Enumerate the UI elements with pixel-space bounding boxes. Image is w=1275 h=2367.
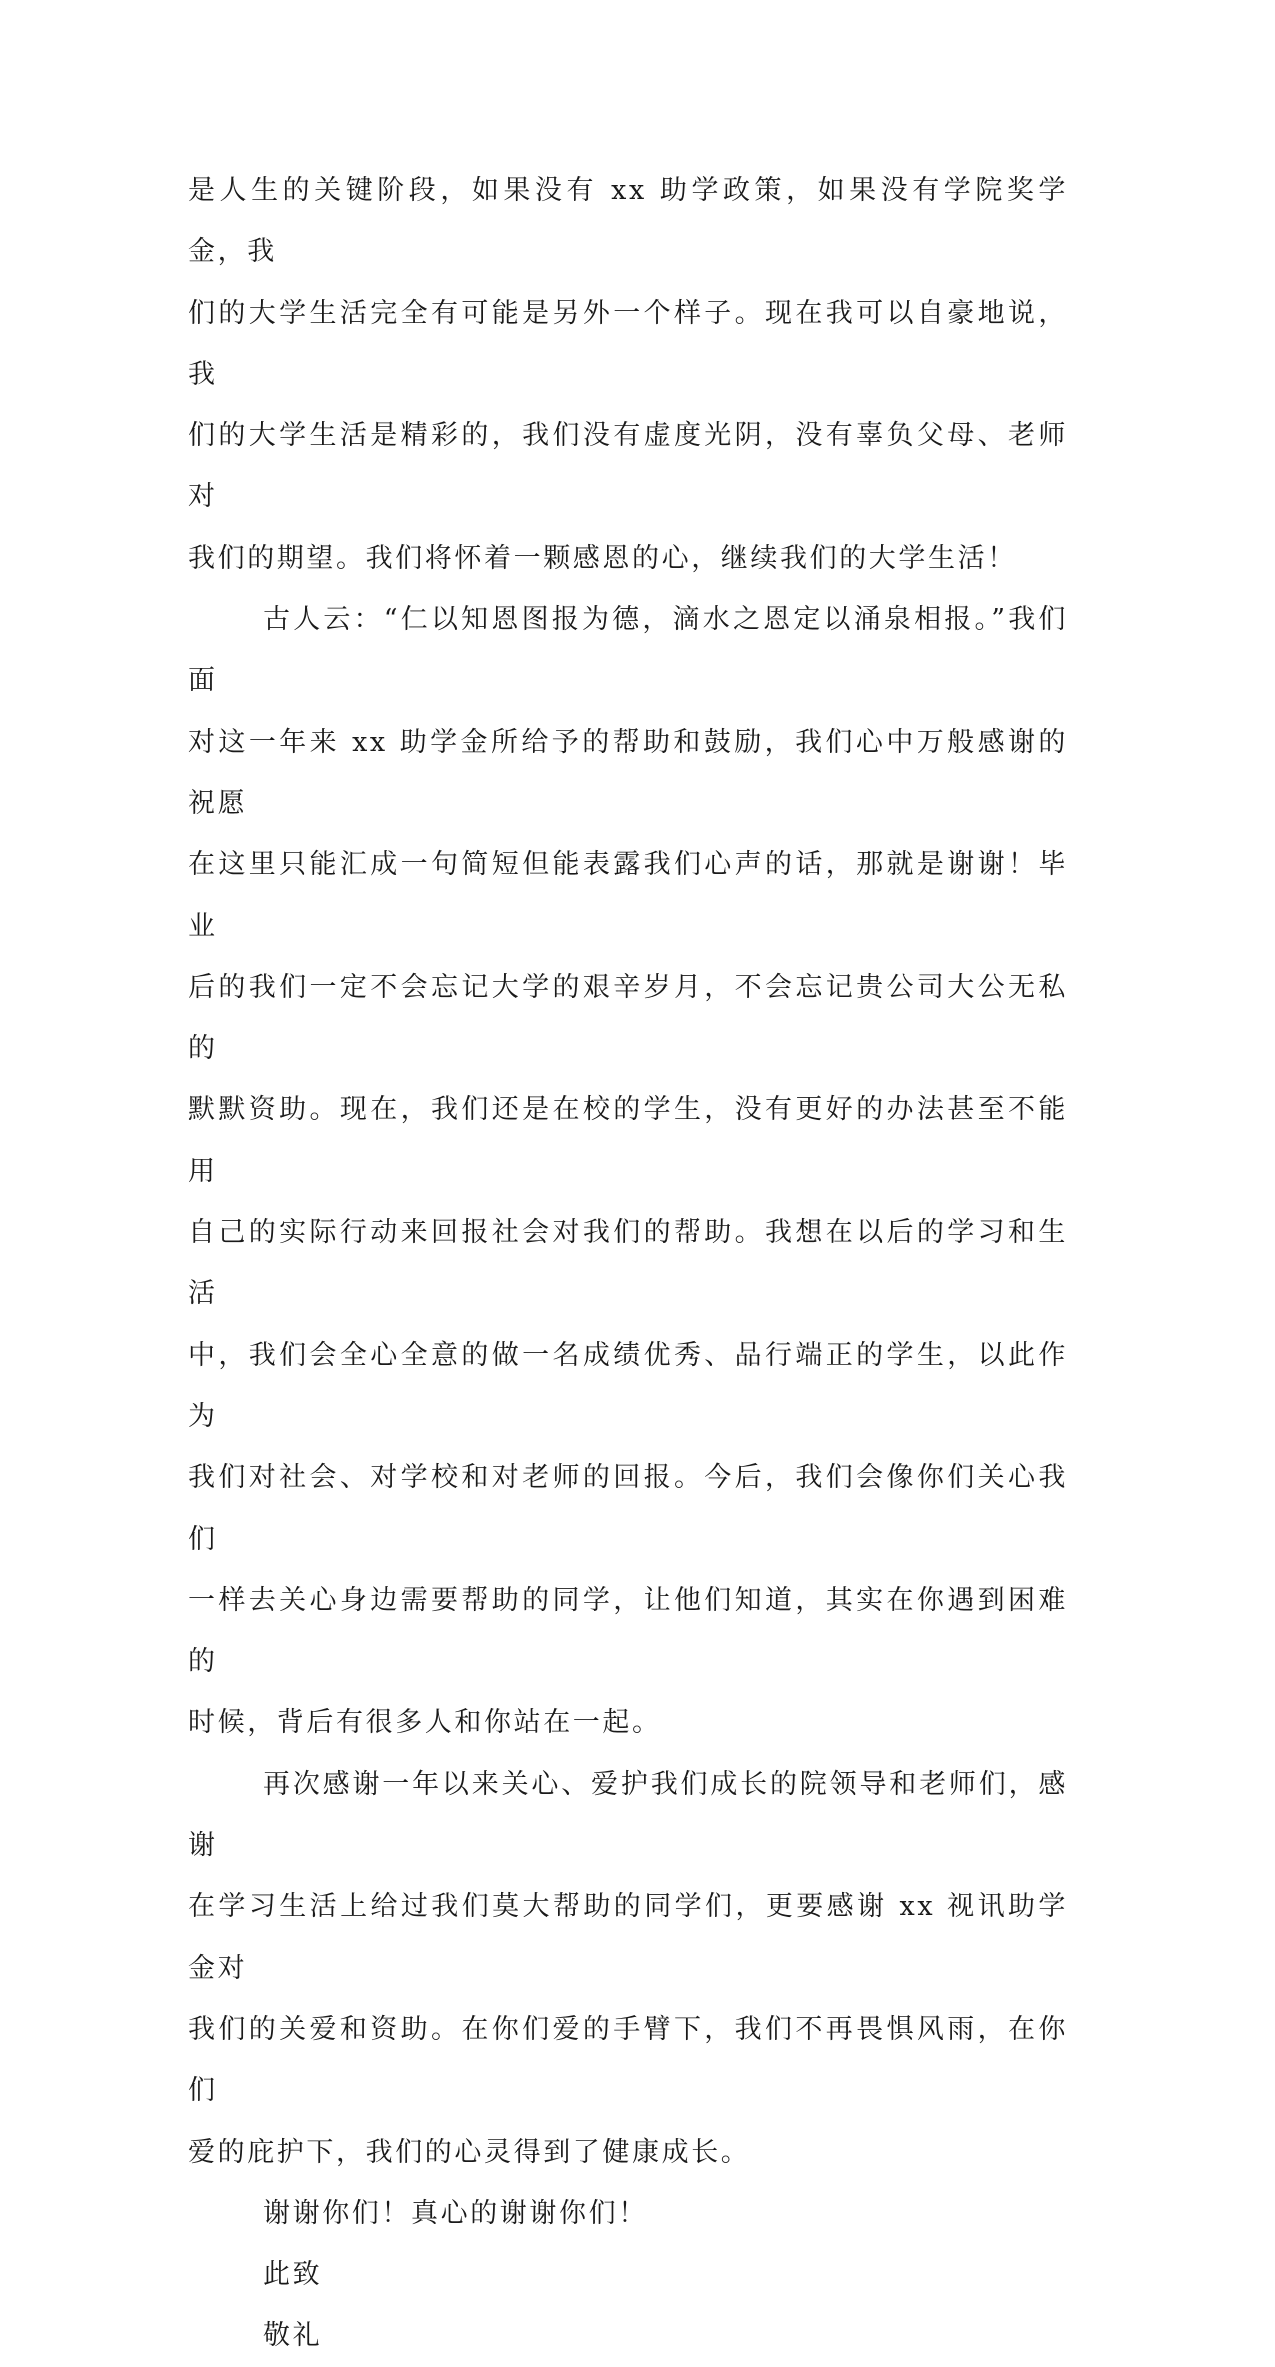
paragraph-line: 在这里只能汇成一句简短但能表露我们心声的话，那就是谢谢！毕业 xyxy=(188,849,1068,942)
paragraph-1 xyxy=(188,160,1068,589)
paragraph-line: 是人生的关键阶段，如果没有 xx 助学政策，如果没有学院奖学金，我 xyxy=(188,175,1068,268)
paragraph-line: 我们的期望。我们将怀着一颗感恩的心，继续我们的大学生活！ xyxy=(188,542,1017,574)
paragraph-line: 们的大学生活完全有可能是另外一个样子。现在我可以自豪地说，我 xyxy=(188,297,1068,390)
paragraph-3 xyxy=(188,1754,1068,2183)
paragraph-line: 古人云：“仁以知恩图报为德，滴水之恩定以涌泉相报。”我们面 xyxy=(188,604,1068,697)
closing-thanks: 谢谢你们！真心的谢谢你们！ xyxy=(263,2197,648,2229)
paragraph-line: 默默资助。现在，我们还是在校的学生，没有更好的办法甚至不能用 xyxy=(188,1094,1068,1187)
paragraph-line: 再次感谢一年以来关心、爱护我们成长的院领导和老师们，感谢 xyxy=(188,1768,1068,1862)
paragraph-line: 一样去关心身边需要帮助的同学，让他们知道，其实在你遇到困难的 xyxy=(188,1584,1068,1678)
paragraph-line: 自己的实际行动来回报社会对我们的帮助。我想在以后的学习和生活 xyxy=(188,1217,1068,1310)
paragraph-line: 我们对社会、对学校和对老师的回报。今后，我们会像你们关心我们 xyxy=(188,1462,1068,1555)
paragraph-line: 爱的庇护下，我们的心灵得到了健康成长。 xyxy=(188,2136,751,2168)
paragraph-line: 我们的关爱和资助。在你们爱的手臂下，我们不再畏惧风雨，在你们 xyxy=(188,2013,1068,2107)
closing-salutation: 此致 xyxy=(263,2259,323,2291)
paragraph-line: 时候，背后有很多人和你站在一起。 xyxy=(188,1707,662,1739)
paragraph-line: 后的我们一定不会忘记大学的艰辛岁月，不会忘记贵公司大公无私的 xyxy=(188,971,1068,1065)
paragraph-2 xyxy=(188,589,1068,1754)
closing-regards: 敬礼 xyxy=(263,2320,323,2352)
paragraph-line: 对这一年来 xx 助学金所给予的帮助和鼓励，我们心中万般感谢的祝愿 xyxy=(188,726,1068,819)
letter-body xyxy=(188,160,1068,2367)
paragraph-line: 中，我们会全心全意的做一名成绩优秀、品行端正的学生，以此作为 xyxy=(188,1339,1068,1432)
paragraph-line: 们的大学生活是精彩的，我们没有虚度光阴，没有辜负父母、老师对 xyxy=(188,420,1068,513)
paragraph-line: 在学习生活上给过我们莫大帮助的同学们，更要感谢 xx 视讯助学金对 xyxy=(188,1891,1068,1984)
